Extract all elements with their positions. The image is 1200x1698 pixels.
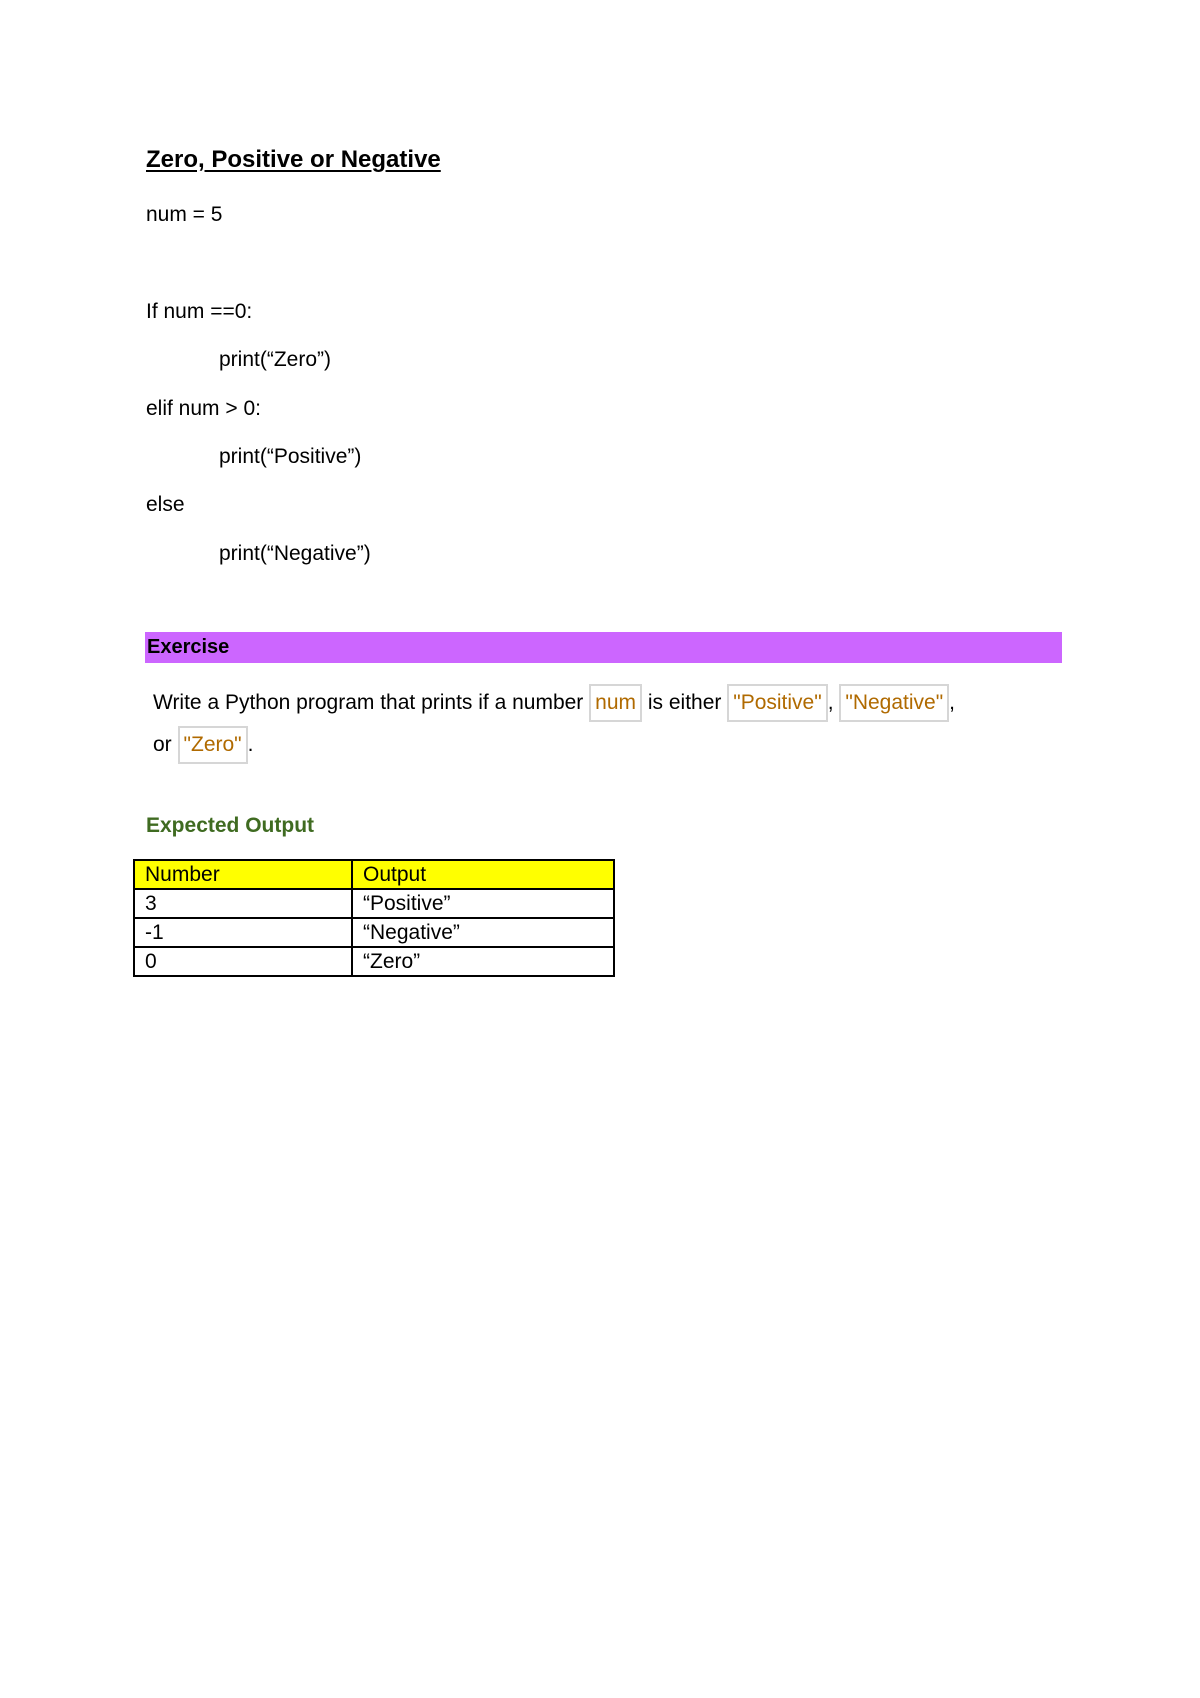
- comma-1: ,: [827, 691, 834, 714]
- period: .: [247, 733, 254, 756]
- table-row: [134, 918, 614, 947]
- code-line-2: If num ==0:: [146, 300, 253, 323]
- exercise-label: Exercise: [147, 636, 230, 658]
- exercise-banner: [145, 632, 1062, 663]
- code-line-3: print(“Zero”): [219, 348, 332, 371]
- code-string-positive: "Positive": [727, 684, 827, 722]
- code-string-zero: "Zero": [178, 726, 248, 764]
- cell-output: “Zero”: [352, 947, 614, 976]
- table-row: [134, 947, 614, 976]
- page-title: Zero, Positive or Negative: [146, 146, 441, 173]
- comma-2: ,: [949, 691, 956, 714]
- table-row: [134, 889, 614, 918]
- exercise-text-1: Write a Python program that prints if a number: [153, 691, 584, 714]
- code-line-5: print(“Positive”): [219, 445, 362, 468]
- code-string-negative: "Negative": [839, 684, 949, 722]
- exercise-text-3: or: [153, 733, 172, 756]
- header-output: Output: [352, 860, 614, 889]
- code-line-6: else: [146, 493, 185, 516]
- exercise-paragraph-line-1: [153, 683, 955, 723]
- cell-output: “Positive”: [352, 889, 614, 918]
- code-line-4: elif num > 0:: [146, 397, 261, 420]
- expected-output-heading: Expected Output: [146, 814, 315, 837]
- table-header-row: [134, 860, 614, 889]
- exercise-text-2: is either: [647, 691, 722, 714]
- code-line-1: num = 5: [146, 203, 223, 226]
- expected-output-table: [133, 859, 615, 977]
- cell-number: 3: [134, 889, 352, 918]
- cell-number: -1: [134, 918, 352, 947]
- code-var-num: num: [589, 684, 642, 722]
- exercise-paragraph-line-2: [153, 725, 253, 765]
- cell-output: “Negative”: [352, 918, 614, 947]
- code-line-7: print(“Negative”): [219, 542, 371, 565]
- header-number: Number: [134, 860, 352, 889]
- cell-number: 0: [134, 947, 352, 976]
